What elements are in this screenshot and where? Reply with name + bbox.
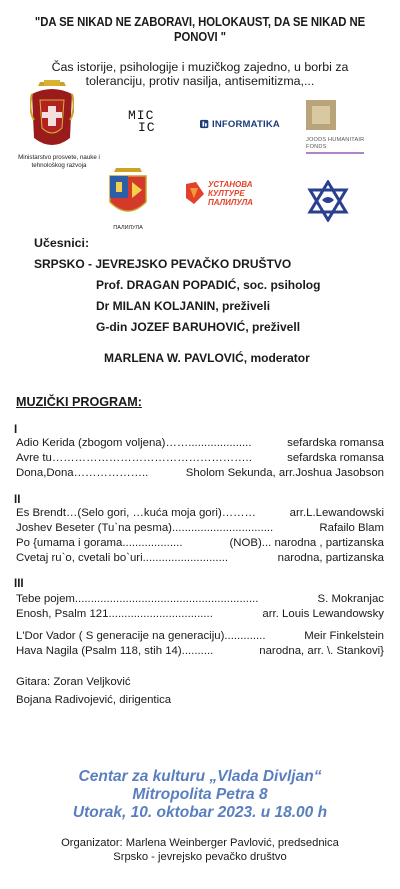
leader-dots: ................... [122,537,183,549]
guitar-credit: Gitara: Zoran Veljković [16,676,131,688]
program-section-label: III [14,578,24,590]
leader-dots: ................................ [171,522,274,534]
palilula-caption: ПАЛИЛУЛА [113,225,143,231]
piece-title: Po {umama i gorama [16,537,123,549]
leader-dots: .......... [181,645,214,657]
piece-title: Tebe pojem [16,593,75,605]
leader-dots: ........................... [142,552,229,564]
piece-title: Avre tu [16,452,52,464]
participant-line: Dr MILAN KOLJANIN, preživeli [96,299,271,313]
program-row [16,467,384,480]
program-row [16,437,384,450]
leader-dots: ................................. [108,608,213,620]
participants-heading: Učesnici: [34,236,90,250]
informatika-label: INFORMATIKA [212,118,280,130]
ministry-caption: Ministarstvo prosvete, nauke i tehnološkog razvoja [18,154,100,169]
informatika-mark-icon [200,118,210,130]
program-row [16,593,384,606]
venue-address: Mitropolita Petra 8 [132,786,268,803]
mic-logo-top: MIC [128,108,155,123]
piece-title: Enosh, Psalm 121 [16,608,109,620]
participant-line: MARLENA W. PAVLOVIĆ, moderator [104,351,310,365]
piece-source: narodna, partizanska [277,552,384,564]
leader-dots: ……………….. [73,467,149,479]
serbia-coat-of-arms-logo [30,80,74,152]
piece-source: sefardska romansa [287,452,384,464]
piece-source: arr.L.Lewandowski [289,507,384,519]
piece-title: Adio Kerida (zbogom voljena) [16,437,166,449]
ustanova-mark-icon [184,180,206,206]
piece-source: Meir Finkelstein [304,630,384,642]
organizer-society: Srpsko - jevrejsko pevačko društvo [113,851,287,863]
program-row [16,630,384,643]
leader-dots: .......................................................... [74,593,259,605]
program-row [16,608,384,621]
event-subtitle: Čas istorije, psihologije i muzičkog zajedno, u borbi za toleranciju, protiv nasilja, antisemitizma,... [51,60,349,88]
participant-line: Prof. DRAGAN POPADIĆ, soc. psiholog [96,278,321,292]
organizer-line: Organizator: Marlena Weinberger Pavlović, predsednica [61,837,339,849]
program-section-label: II [14,494,21,506]
participant-line: SRPSKO - JEVREJSKO PEVAČKO DRUŠTVO [34,257,292,271]
piece-source: sefardska romansa [287,437,384,449]
piece-title: Es Brendt…(Selo gori, …kuća moja gori) [16,507,222,519]
informatika-logo [200,117,280,131]
program-row [16,452,384,465]
piece-source: Sholom Sekunda, arr.Joshua Jasobson [185,467,384,479]
palilula-coat-of-arms-logo [108,168,148,230]
mic-logo-bottom: IC [138,120,156,135]
piece-source: narodna, arr. \. Stankovi} [259,645,384,657]
star-of-david-logo [306,180,350,222]
piece-title: Dona,Dona [16,467,74,479]
program-heading: MUZIČKI PROGRAM: [16,395,142,409]
piece-title: L'Dor Vador ( S generacije na generaciju) [16,630,225,642]
piece-title: Hava Nagila (Psalm 118, stih 14) [16,645,182,657]
event-datetime: Utorak, 10. oktobar 2023. u 18.00 h [72,804,328,821]
piece-title: Joshev Beseter (Tu`na pesma) [16,522,172,534]
leader-dots: ............. [224,630,266,642]
ustanova-kulture-logo [184,178,276,208]
joods-fonds-logo [306,100,368,162]
program-row [16,522,384,535]
joods-label: JOODS HUMANITAIR FONDS [306,137,365,150]
piece-source: Rafailo Blam [319,522,384,534]
leader-dots: …………………………………………….. [51,452,252,464]
conductor-credit: Bojana Radivojević, dirigentica [16,694,172,706]
program-section-label: I [14,424,18,436]
piece-title: Cvetaj ru`o, cvetali bo`uri [16,552,143,564]
participant-line: G-din JOZEF BARUHOVIĆ, preživell [96,320,301,334]
program-row [16,537,384,550]
mic-logo [128,110,164,138]
program-row [16,507,384,520]
program-row [16,552,384,565]
leader-dots: …….................... [165,437,252,449]
piece-source: S. Mokranjac [317,593,384,605]
program-row [16,645,384,658]
leader-dots: ……… [221,507,256,519]
ustanova-label: УСТАНОВА КУЛТУРЕ ПАЛИЛУЛА [208,179,253,207]
venue-name: Centar za kulturu „Vlada Divljan“ [78,768,322,785]
piece-source: arr. Louis Lewandowsky [262,608,384,620]
event-title: "DA SE NIKAD NE ZABORAVI, HOLOKAUST, DA SE NIKAD NE PONOVI " [34,14,366,44]
piece-source: (NOB)... narodna , partizanska [229,537,384,549]
